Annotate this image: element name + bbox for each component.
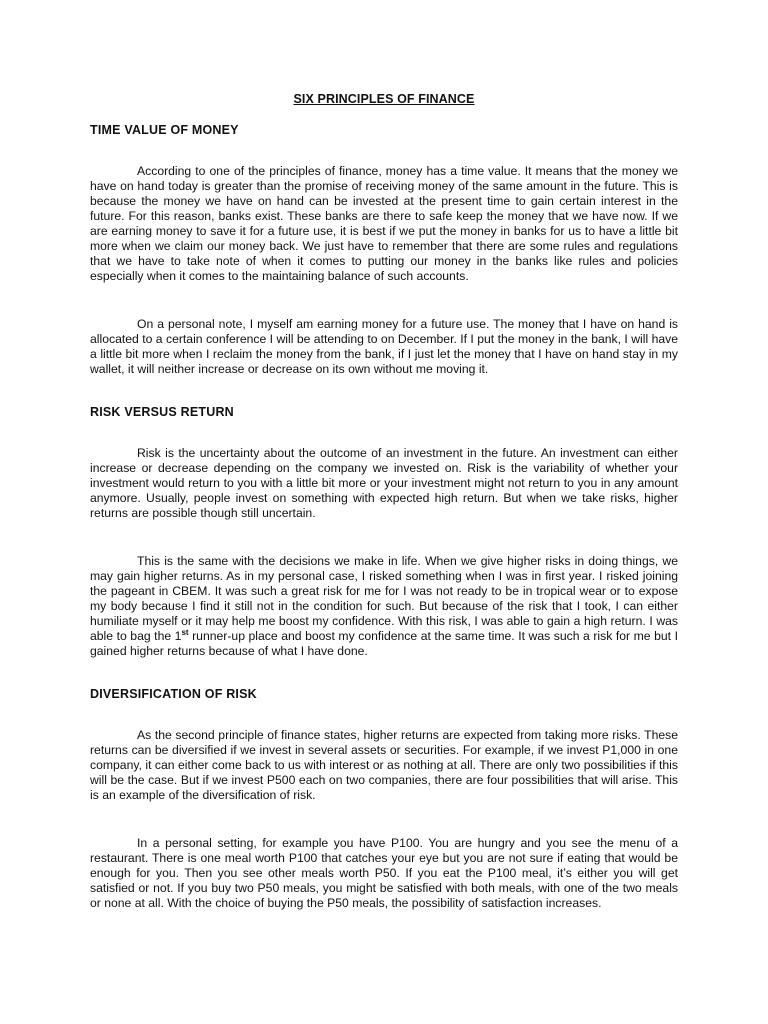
paragraph: Risk is the uncertainty about the outcome of an investment in the future. An investment can either increase or decrease depending on the company we invested on. Risk is the variability of whether your investment would return to you with a little bit more or your investment might not return to you in any amount anymore. Usually, people invest on something with expected high return. But when we take risks, higher returns are possible though still uncertain. <box>90 446 678 520</box>
paragraph: In a personal setting, for example you have P100. You are hungry and you see the menu of a restaurant. There is one meal worth P100 that catches your eye but you are not sure if eating that would be enough for you. Then you see other meals worth P50. If you eat the P100 meal, it’s either you will get satisfied or not. If you buy two P50 meals, you might be satisfied with both meals, with one of the two meals or none at all. With the choice of buying the P50 meals, the possibility of satisfaction increases. <box>90 836 678 910</box>
paragraph-text: runner-up place and boost my confidence at the same time. It was such a risk for me but I gained higher returns because of what I have done. <box>90 629 678 658</box>
page-title: SIX PRINCIPLES OF FINANCE <box>293 92 475 106</box>
paragraph-with-superscript <box>90 554 678 659</box>
paragraph: On a personal note, I myself am earning money for a future use. The money that I have on hand is allocated to a certain conference I will be attending to on December. If I put the money in the bank, I will have a little bit more when I reclaim the money from the bank, if I just let the money that I have on hand stay in my wallet, it will neither increase or decrease on its own without me moving it. <box>90 317 678 376</box>
section-heading-risk-return: RISK VERSUS RETURN <box>90 405 234 419</box>
paragraph-text: This is the same with the decisions we make in life. When we give higher risks in doing things, we may gain higher returns. As in my personal case, I risked something when I was in first year. I risked joining the pageant in CBEM. It was such a great risk for me for I was not ready to be in tropical wear or to expose my body because I find it still not in the condition for such. But because of the risk that I took, I can either humiliate myself or it may help me boost my confidence. With this risk, I was able to gain a high return. I was able to bag the 1 <box>90 554 678 643</box>
section-heading-diversification: DIVERSIFICATION OF RISK <box>90 687 257 701</box>
paragraph: As the second principle of finance states, higher returns are expected from taking more risks. These returns can be diversified if we invest in several assets or securities. For example, if we invest P1,000 in one company, it can either come back to us with interest or as nothing at all. There are only two possibilities if this will be the case. But if we invest P500 each on two companies, there are four possibilities that will arise. This is an example of the diversification of risk. <box>90 728 678 802</box>
section-heading-time-value: TIME VALUE OF MONEY <box>90 123 239 137</box>
ordinal-superscript: st <box>181 627 189 637</box>
paragraph: According to one of the principles of finance, money has a time value. It means that the money we have on hand today is greater than the promise of receiving money of the same amount in the future. This is because the money we have on hand can be invested at the present time to gain certain interest in the future. For this reason, banks exist. These banks are there to safe keep the money that we have now. If we are earning money to save it for a future use, it is best if we put the money in banks for us to have a little bit more when we claim our money back. We just have to remember that there are some rules and regulations that we have to take note of when it comes to putting our money in the banks like rules and policies especially when it comes to the maintaining balance of such accounts. <box>90 164 678 283</box>
